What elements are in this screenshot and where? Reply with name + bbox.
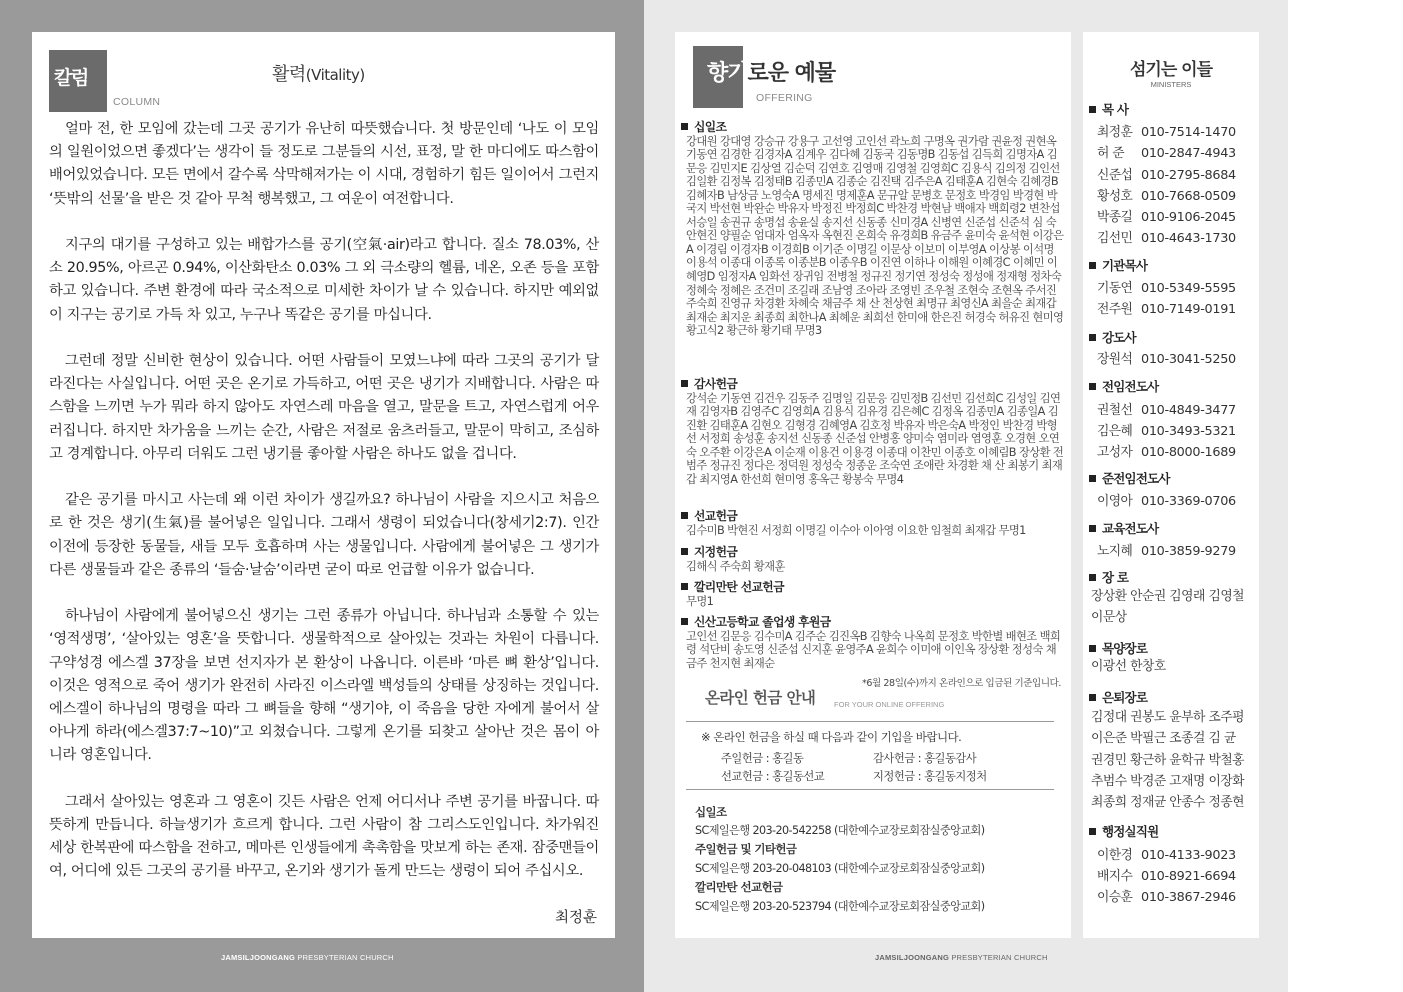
column-paragraph: 얼마 전, 한 모임에 갔는데 그곳 공기가 유난히 따뜻했습니다. 첫 방문인데 ‘나도 이 모임의 일원이었으면 좋겠다’는 생각이 들 정도로 그분들의 시선, 표정, 말 한 마디에도 따스함이 배어있었습니다. 모든 면에서 갈수록 삭막해져가는 이 시대, 경험하기 힘든 일이어서 그런지 ‘뜻밖의 선물’을 받은 것 같아 무척 행복했고, 그 여운이 여전합니다.: [49, 121, 599, 207]
minister-entry: 김선민 010-4643-1730: [1097, 231, 1236, 246]
minister-entry: 김은혜 010-3493-5321: [1097, 424, 1236, 439]
bank-head: 십일조: [695, 805, 727, 819]
minister-entry: 신준섭 010-2795-8684: [1097, 168, 1236, 183]
ministers-title: 섬기는 이들: [1129, 60, 1213, 80]
minister-entry: 노지혜 010-3859-9279: [1097, 544, 1236, 559]
online-subtitle: FOR YOUR ONLINE OFFERING: [834, 700, 945, 709]
minister-entry: 박종길 010-9106-2045: [1097, 210, 1236, 225]
pastoral-elders-list: 이광선 한창호: [1091, 659, 1166, 674]
online-title: 온라인 헌금 안내: [705, 689, 816, 707]
divider: [686, 721, 1054, 722]
offering-section-sinsan: 신산고등학교 졸업생 후원금 고인선 김문응 김수미A 김주순 김진옥B 김향숙 나옥희 문정호 박한별 배현조 백희령 석단비 송도영 신준섭 신지훈 윤영주A 윤희수 이미애 이인옥 장상환 정성숙 채금주 천지현 최재순: [681, 616, 1065, 670]
offering-title: 향기로운 예물: [707, 61, 836, 86]
staff-entry: 이승훈 010-3867-2946: [1097, 890, 1236, 905]
role-retired-elders: 은퇴장로: [1089, 688, 1147, 706]
staff-entry: 이한경 010-4133-9023: [1097, 848, 1236, 863]
offering-section-mission: 선교헌금 김수미B 박현진 서정희 이명길 이수아 이아영 이요한 임철희 최재갑 무명1: [681, 510, 1065, 537]
minister-entry: 고성자 010-8000-1689: [1097, 445, 1236, 460]
minister-entry: 이영아 010-3369-0706: [1097, 494, 1236, 509]
column-body: [49, 118, 599, 884]
account-label: 감사헌금 : 홍길동감사: [873, 752, 977, 765]
ministers-panel: [1083, 32, 1259, 938]
column-paragraph: 지구의 대기를 구성하고 있는 배합가스를 공기(空氣·air)라고 합니다. 질소 78.03%, 산소 20.95%, 아르곤 0.94%, 이산화탄소 0.03% 그 외 극소량의 헬륨, 네온, 오존 등을 포함하고 있습니다. 주변 환경에 따라 국소적으로 미세한 차이가 날 수 있습니다. 하지만 예외없이 지구는 공기로 가득 차 있고, 누구나 똑같은 공기를 마십니다.: [49, 237, 599, 323]
elders-list: 장상환 안순권 김영래 김영철 이문상: [1091, 589, 1245, 626]
minister-entry: 기동연 010-5349-5595: [1097, 281, 1236, 296]
offering-section-designated: 지정헌금 김해식 주숙희 황재훈: [681, 546, 1065, 573]
column-tag-sub: COLUMN: [113, 96, 161, 108]
account-label: 주일헌금 : 홍길동: [721, 752, 804, 765]
footer-right: JAMSILJOONGANG PRESBYTERIAN CHURCH: [875, 953, 1048, 962]
column-paragraph: 그런데 정말 신비한 현상이 있습니다. 어떤 사람들이 모였느냐에 따라 그곳의 공기가 달라진다는 사실입니다. 어떤 곳은 온기로 가득하고, 어떤 곳은 냉기가 지배합니다. 사람은 따스함을 느끼면 누가 뭐라 하지 않아도 자연스레 마음을 열고, 말문을 트고, 자연스럽게 어우러집니다. 하지만 차가움을 느끼는 순간, 사람은 저절로 움츠러들고, 말문이 막히고, 조심하고 경계합니다. 아무리 더워도 그런 냉기를 좋아할 사람은 하나도 없을 겁니다.: [49, 353, 599, 462]
column-title-en: (Vitality): [305, 66, 365, 84]
offering-section-tithe: 십일조 강대원 강대영 강승규 강용구 고선영 고인선 곽노희 구명옥 권가람 권윤정 권현옥 기동연 김경한 김경자A 김계우 김다혜 김동국 김동명B 김동섭 김득희 김명자A 김문응 김민지E 김상열 김순덕 김연호 김영매 김영철 김영희C 김용식 김의정 김인선 김일환 김정복 김정태B 김종민A 김종순 김진택 김주은A 김태훈A 김현숙 김혜경B 김혜자B 남상금 노영숙A 명세진 명제훈A 문규알 문병호 문정호 박경임 박경현 박국지 박선현 박완순 박유자 박정진 박정희C 박찬경 박현남 백애자 백희령2 변찬섭 서승일 송권규 송명섭 송윤실 송지선 신동종 신미경A 신병연 신준섭 신준석 심 숙 안현진 양필순 엄대자 엄옥자 옥현진 온희숙 유경희B 유금주 윤미숙 윤석현 이강은A 이경림 이경자B 이경희B 이기준 이명길 이문상 이보미 이부영A 이상봉 이석명 이용석 이종대 이종록 이종분B 이종우B 이진연 이하나 이해원 이혜경C 이혜민 이혜영D 임정자A 임화선 장귀임 전병철 정규진 정기연 정성숙 정성애 정재형 정차숙 정혜숙 정혜은 조건미 조길래 조남영 조아라 조영빈 조우철 조현숙 조현옥 주서진 주숙희 진영규 차경환 차혜숙 채금주 채 산 천상현 최명규 최영신A 최을순 최재갑 최재순 최지운 최종희 최한나A 최혜운 최희선 한미애 한은진 허경숙 허유진 현미영 황고식2 황근하 황기태 무명3: [681, 121, 1065, 338]
minister-entry: 권철선 010-4849-3477: [1097, 403, 1236, 418]
minister-entry: 장원석 010-3041-5250: [1097, 352, 1236, 367]
minister-entry: 허 준 010-2847-4943: [1097, 146, 1236, 161]
retired-elders-row: 김정대 권봉도 윤부하 조주평: [1091, 710, 1245, 725]
role-education-evangelist: 교육전도사: [1089, 519, 1158, 537]
offering-note: *6월 28일(수)까지 온라인으로 입금된 기준입니다.: [862, 678, 1061, 689]
role-fulltime-evangelist: 전임전도사: [1089, 377, 1158, 395]
account-label: 선교헌금 : 홍길동선교: [721, 770, 825, 783]
divider: [686, 789, 1054, 790]
offering-section-kalimantan: 깔리만탄 선교헌금 무명1: [681, 581, 1065, 608]
bank-account: SC제일은행 203-20-523794 (대한예수교장로회잠실중앙교회): [695, 900, 985, 913]
offering-panel: [675, 32, 1071, 938]
offering-title-sub: OFFERING: [756, 92, 813, 104]
role-pastoral-elders: 목양장로: [1089, 639, 1147, 657]
column-tag: 칼럼: [49, 50, 107, 112]
account-label: 지정헌금 : 홍길동지정처: [873, 770, 987, 783]
retired-elders-row: 권경민 황근하 윤학규 박철홍: [1091, 752, 1245, 768]
role-institution-pastor: 기관목사: [1089, 256, 1147, 274]
ministers-subtitle: MINISTERS: [1150, 80, 1192, 89]
staff-entry: 배지수 010-8921-6694: [1097, 869, 1236, 884]
column-title: [272, 60, 365, 86]
column-paragraph: 그래서 살아있는 영혼과 그 영혼이 깃든 사람은 언제 어디서나 주변 공기를 바꿉니다. 따뜻하게 만듭니다. 하늘생기가 흐르게 합니다. 그런 사람이 참 그리스도인입니다. 차가워진 세상 한복판에 따스함을 전하고, 메마른 인생들에게 촉촉함을 맛보게 하는 존재. 잠중맨들이여, 어디에 있든 그곳의 공기를 바꾸고, 온기와 생기가 돌게 만드는 생령이 되어 주십시오.: [49, 793, 599, 880]
bank-head: 주일헌금 및 기타헌금: [695, 842, 797, 856]
minister-entry: 전주원 010-7149-0191: [1097, 302, 1236, 317]
role-admin-staff: 행정실직원: [1089, 822, 1158, 840]
column-paragraph: 같은 공기를 마시고 사는데 왜 이런 차이가 생길까요? 하나님이 사람을 지으시고 처음으로 한 것은 생기(生氣)를 불어넣은 일입니다. 그래서 생령이 되었습니다(창세기2:7). 인간 이전에 등장한 동물들, 새들 모두 호흡하며 사는 생물입니다. 사람에게 불어넣은 그 생기가 다른 생물들과 같은 종류의 ‘들숨·날숨’이라면 굳이 따로 언급할 이유가 없습니다.: [49, 492, 599, 578]
column-panel: [32, 32, 615, 938]
minister-entry: 최정훈 010-7514-1470: [1097, 125, 1236, 140]
bank-account: SC제일은행 203-20-542258 (대한예수교장로회잠실중앙교회): [695, 824, 985, 837]
online-intro: ※ 온라인 헌금을 하실 때 다음과 같이 기입을 바랍니다.: [701, 730, 962, 744]
retired-elders-row: 추범수 박경준 고재명 이장화: [1091, 773, 1245, 789]
retired-elders-row: 이은준 박필근 조종걸 김 균: [1091, 731, 1236, 747]
bank-account: SC제일은행 203-20-048103 (대한예수교장로회잠실중앙교회): [695, 862, 985, 875]
role-semi-fulltime-evangelist: 준전임전도사: [1089, 469, 1170, 487]
role-pastor: 목 사: [1089, 100, 1128, 118]
retired-elders-row: 최종희 정재균 안종수 정종현: [1091, 795, 1245, 811]
column-paragraph: 하나님이 사람에게 불어넣으신 생기는 그런 종류가 아닙니다. 하나님과 소통할 수 있는 ‘영적생명’, ‘살아있는 영혼’을 뜻합니다. 생물학적으로 살아있는 것과는 차원이 다릅니다. 구약성경 에스겔 37장을 보면 선지자가 본 환상이 나옵니다. 이른바 ‘마른 뼈 환상’입니다. 이것은 영적으로 죽어 생기가 완전히 사라진 이스라엘 백성들의 상태를 상징하는 것입니다. 에스겔이 하나님의 명령을 따라 그 뼈들을 향해 “생기야, 이 죽음을 당한 자에게 불어서 살아나게 하라(에스겔37:7~10)”고 외쳤습니다. 그렇게 온기를 되찾고 살아난 것은 몸이 아니라 영혼입니다.: [49, 608, 599, 764]
footer-left: JAMSILJOONGANG PRESBYTERIAN CHURCH: [221, 953, 394, 962]
role-elders: 장 로: [1089, 568, 1128, 586]
bank-head: 깔리만탄 선교헌금: [695, 880, 783, 894]
retired-elders-list: [1091, 707, 1255, 813]
column-author: 최정훈: [554, 910, 597, 926]
role-preacher: 강도사: [1089, 328, 1136, 346]
margin-strip: [1288, 0, 1403, 992]
column-title-ko: 활력: [272, 64, 306, 85]
minister-entry: 황성호 010-7668-0509: [1097, 189, 1236, 204]
offering-section-thanks: 감사헌금 강석순 기동연 김건우 김동주 김명일 김문응 김민정B 김선민 김선희C 김성일 김연재 김영자B 김영주C 김영희A 김용식 김유경 김은혜C 김정옥 김종민A 김종일A 김진환 김태훈A 김현오 김형경 김혜영A 김호정 박유자 박은숙A 박정인 박찬경 박형선 서정희 송성훈 송지선 신동종 신준섭 안병홍 양미숙 염미라 염영훈 오경현 오연숙 오주환 이강은A 이순재 이용건 이용경 이종대 이찬민 이종호 이혜림B 장상환 전범주 정규진 정다은 정덕원 정성숙 정종운 조숙연 조애란 차경환 채 산 최봉기 최재갑 최지영A 한선희 현미영 홍옥근 황봉숙 무명4: [681, 378, 1065, 486]
